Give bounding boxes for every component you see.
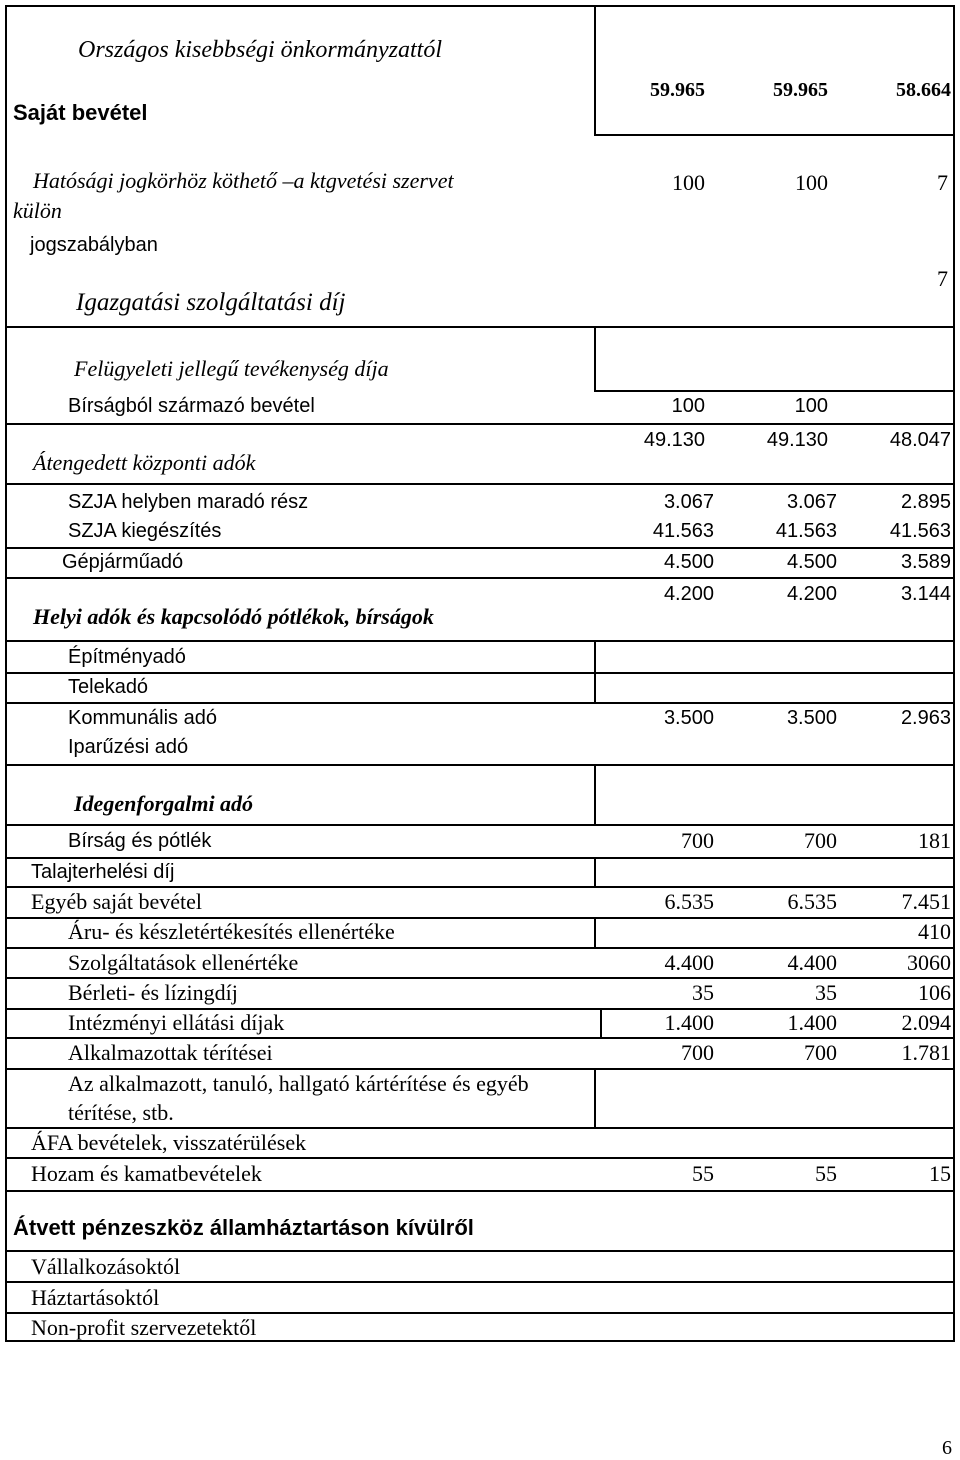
rule bbox=[5, 1281, 955, 1283]
alkalmazottak-v1: 700 bbox=[681, 1040, 714, 1065]
birsagbol-v1: 100 bbox=[671, 395, 705, 417]
alkalmazottak-v2: 700 bbox=[804, 1040, 837, 1065]
karterites-label-1: Az alkalmazott, tanuló, hallgató kártérítése és egyéb bbox=[68, 1071, 529, 1096]
kommunalis-v1: 3.500 bbox=[663, 707, 714, 729]
gepjarmu-v3: 3.589 bbox=[900, 551, 951, 573]
rule bbox=[600, 1008, 602, 1037]
egyeb-sajat-v2: 6.535 bbox=[787, 889, 837, 914]
hatosagi-label-2: külön bbox=[13, 198, 62, 223]
epitmenyado-label: Építményadó bbox=[68, 646, 186, 668]
birsag-potlek-v1: 700 bbox=[681, 828, 714, 853]
hatosagi-v2: 100 bbox=[795, 170, 828, 195]
vallalkozasoktol-label: Vállalkozásoktól bbox=[31, 1254, 181, 1279]
atengedett-label: Átengedett központi adók bbox=[33, 450, 256, 475]
gepjarmu-v2: 4.500 bbox=[786, 551, 837, 573]
jogszabalyban-label: jogszabályban bbox=[30, 234, 158, 256]
rule bbox=[594, 134, 955, 136]
berleti-v1: 35 bbox=[692, 980, 714, 1005]
kommunalis-label: Kommunális adó bbox=[68, 707, 217, 729]
atengedett-v3: 48.047 bbox=[889, 429, 951, 451]
hatosagi-v3: 7 bbox=[937, 170, 948, 195]
igazgatasi-v3: 7 bbox=[937, 266, 948, 291]
rule bbox=[594, 917, 596, 947]
alkalmazottak-v3: 1.781 bbox=[901, 1040, 951, 1065]
rule bbox=[594, 326, 596, 390]
kommunalis-v2: 3.500 bbox=[786, 707, 837, 729]
rule bbox=[5, 1190, 955, 1192]
karterites-label-2: térítése, stb. bbox=[68, 1100, 174, 1125]
hatosagi-label-1: Hatósági jogkörhöz köthető –a ktgvetési szervet bbox=[33, 168, 454, 193]
rule bbox=[5, 702, 955, 704]
hozam-v1: 55 bbox=[692, 1161, 714, 1186]
birsag-potlek-label: Bírság és pótlék bbox=[68, 830, 212, 852]
birsagbol-label: Bírságból származó bevétel bbox=[68, 395, 315, 417]
birsag-potlek-v2: 700 bbox=[804, 828, 837, 853]
hozam-v2: 55 bbox=[815, 1161, 837, 1186]
helyi-adok-label: Helyi adók és kapcsolódó pótlékok, bírságok bbox=[33, 604, 434, 629]
sajat-bevetel-label: Saját bevétel bbox=[13, 100, 148, 125]
rule bbox=[5, 764, 955, 766]
helyi-adok-v1: 4.200 bbox=[663, 583, 714, 605]
atvett-label: Átvett pénzeszköz államháztartáson kívülről bbox=[13, 1215, 474, 1240]
aru-v3: 410 bbox=[918, 919, 951, 944]
atengedett-v1: 49.130 bbox=[643, 429, 705, 451]
rule bbox=[594, 5, 596, 134]
szolgaltatasok-v2: 4.400 bbox=[787, 950, 837, 975]
aru-label: Áru- és készletértékesítés ellenértéke bbox=[68, 919, 395, 944]
rule bbox=[5, 1068, 955, 1070]
szja-helyben-v2: 3.067 bbox=[786, 491, 837, 513]
rule bbox=[5, 857, 955, 859]
rule bbox=[5, 1250, 955, 1252]
szja-helyben-v1: 3.067 bbox=[663, 491, 714, 513]
helyi-adok-v2: 4.200 bbox=[786, 583, 837, 605]
szolgaltatasok-v3: 3060 bbox=[907, 950, 951, 975]
sajat-bevetel-v1: 59.965 bbox=[650, 79, 705, 101]
hozam-label: Hozam és kamatbevételek bbox=[31, 1161, 262, 1186]
rule bbox=[5, 824, 955, 826]
rule bbox=[5, 977, 955, 979]
berleti-label: Bérleti- és lízingdíj bbox=[68, 980, 238, 1005]
hozam-v3: 15 bbox=[929, 1161, 951, 1186]
rule bbox=[5, 672, 955, 674]
berleti-v2: 35 bbox=[815, 980, 837, 1005]
intezmenyi-v3: 2.094 bbox=[901, 1010, 951, 1035]
birsag-potlek-v3: 181 bbox=[918, 828, 951, 853]
felugyeleti-label: Felügyeleti jellegű tevékenység díja bbox=[74, 356, 389, 381]
orszagos-label: Országos kisebbségi önkormányzattól bbox=[78, 37, 442, 63]
rule bbox=[5, 1127, 955, 1129]
intezmenyi-v1: 1.400 bbox=[664, 1010, 714, 1035]
szolgaltatasok-label: Szolgáltatások ellenértéke bbox=[68, 950, 299, 975]
szja-kieg-label: SZJA kiegészítés bbox=[68, 520, 222, 542]
rule bbox=[5, 886, 955, 888]
rule bbox=[5, 640, 955, 642]
kommunalis-v3: 2.963 bbox=[900, 707, 951, 729]
rule bbox=[594, 390, 955, 392]
rule bbox=[594, 640, 596, 702]
hatosagi-v1: 100 bbox=[672, 170, 705, 195]
igazgatasi-label: Igazgatási szolgáltatási díj bbox=[76, 289, 346, 316]
atengedett-v2: 49.130 bbox=[766, 429, 828, 451]
szja-helyben-v3: 2.895 bbox=[900, 491, 951, 513]
rule bbox=[594, 764, 596, 824]
gepjarmu-v1: 4.500 bbox=[663, 551, 714, 573]
iparuzesi-label: Iparűzési adó bbox=[68, 736, 189, 758]
page-number: 6 bbox=[942, 1437, 952, 1459]
intezmenyi-label: Intézményi ellátási díjak bbox=[68, 1010, 285, 1035]
rule bbox=[5, 483, 955, 485]
sajat-bevetel-v3: 58.664 bbox=[896, 79, 951, 101]
szolgaltatasok-v1: 4.400 bbox=[664, 950, 714, 975]
berleti-v3: 106 bbox=[918, 980, 951, 1005]
szja-helyben-label: SZJA helyben maradó rész bbox=[68, 491, 309, 513]
szja-kieg-v3: 41.563 bbox=[889, 520, 951, 542]
rule bbox=[5, 1037, 955, 1039]
gepjarmu-label: Gépjárműadó bbox=[62, 551, 184, 573]
rule bbox=[5, 1312, 955, 1314]
sajat-bevetel-v2: 59.965 bbox=[773, 79, 828, 101]
rule bbox=[5, 577, 955, 579]
egyeb-sajat-label: Egyéb saját bevétel bbox=[31, 889, 203, 914]
egyeb-sajat-v3: 7.451 bbox=[901, 889, 951, 914]
rule bbox=[594, 1068, 596, 1127]
szja-kieg-v2: 41.563 bbox=[775, 520, 837, 542]
rule bbox=[5, 1157, 955, 1159]
rule bbox=[594, 857, 596, 886]
rule bbox=[5, 547, 955, 549]
telekado-label: Telekadó bbox=[68, 676, 149, 698]
haztartasoktol-label: Háztartásoktól bbox=[31, 1285, 160, 1310]
nonprofit-label: Non-profit szervezetektől bbox=[31, 1315, 257, 1340]
rule bbox=[5, 423, 955, 425]
egyeb-sajat-v1: 6.535 bbox=[664, 889, 714, 914]
talajterhelesi-label: Talajterhelési díj bbox=[31, 861, 175, 883]
idegenforgalmi-label: Idegenforgalmi adó bbox=[74, 791, 254, 816]
rule bbox=[5, 326, 955, 328]
afa-label: ÁFA bevételek, visszatérülések bbox=[31, 1130, 307, 1155]
helyi-adok-v3: 3.144 bbox=[900, 583, 951, 605]
alkalmazottak-label: Alkalmazottak térítései bbox=[68, 1040, 273, 1065]
birsagbol-v2: 100 bbox=[794, 395, 828, 417]
szja-kieg-v1: 41.563 bbox=[652, 520, 714, 542]
intezmenyi-v2: 1.400 bbox=[787, 1010, 837, 1035]
rule bbox=[5, 947, 955, 949]
